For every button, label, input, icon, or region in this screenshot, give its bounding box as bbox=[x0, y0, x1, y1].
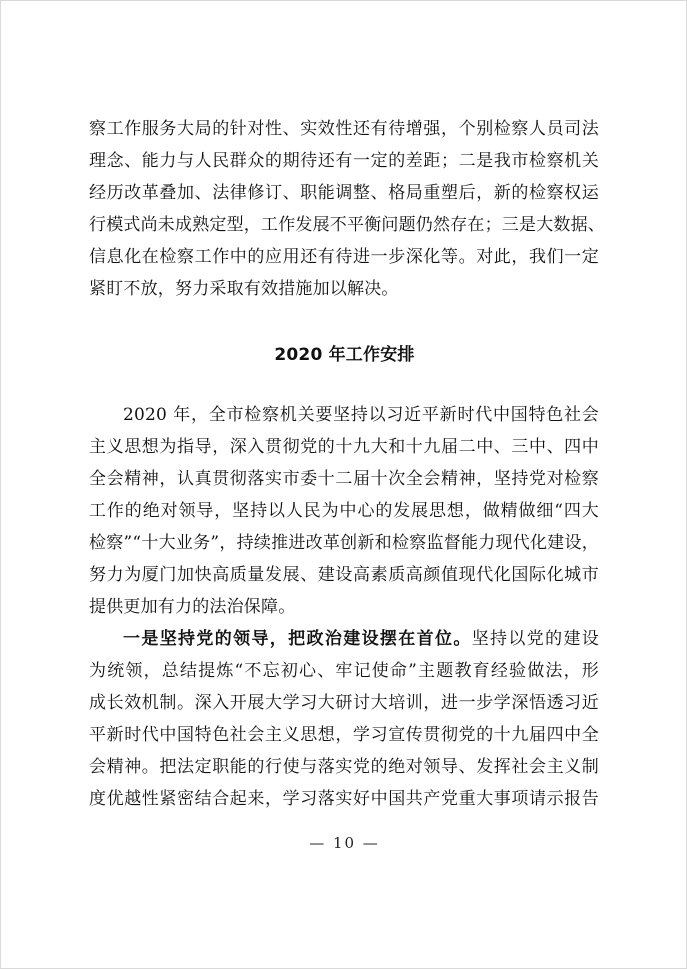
intro-paragraph bbox=[89, 113, 605, 305]
text-line: 2020 年，全市检察机关要坚持以习近平新时代中国特色社会 bbox=[123, 405, 599, 425]
section-body bbox=[89, 399, 599, 815]
text-line: 信息化在检察工作中的应用还有待进一步深化等。对此，我们一定 bbox=[89, 247, 599, 267]
text-line: 度优越性紧密结合起来，学习落实好中国共产党重大事项请示报告 bbox=[89, 789, 599, 809]
text-line: 会精神。把法定职能的行使与落实党的绝对领导、发挥社会主义制 bbox=[89, 757, 599, 777]
text-line: 主义思想为指导，深入贯彻党的十九大和十九届二中、三中、四中 bbox=[89, 437, 599, 457]
text-line: 提供更加有力的法治保障。 bbox=[89, 597, 296, 617]
section-title: 2020 年工作安排 bbox=[274, 345, 415, 365]
text-line: 平新时代中国特色社会主义思想，学习宣传贯彻党的十九届四中全 bbox=[89, 725, 599, 745]
text-line: 检察”“十大业务”，持续推进改革创新和检察监督能力现代化建设， bbox=[89, 533, 599, 553]
text-line: 成长效机制。深入开展大学习大研讨大培训，进一步学深悟透习近 bbox=[89, 693, 599, 713]
text-line: 紧盯不放，努力采取有效措施加以解决。 bbox=[89, 279, 399, 299]
text-line: 行模式尚未成熟定型，工作发展不平衡问题仍然存在；三是大数据、 bbox=[89, 215, 605, 235]
text-line: 全会精神，认真贯彻落实市委十二届十次全会精神，坚持党对检察 bbox=[89, 469, 599, 489]
text-line: 为统领，总结提炼“不忘初心、牢记使命”主题教育经验做法，形 bbox=[89, 661, 599, 681]
text-line: 理念、能力与人民群众的期待还有一定的差距；二是我市检察机关 bbox=[89, 151, 599, 171]
text-line: 经历改革叠加、法律修订、职能调整、格局重塑后，新的检察权运 bbox=[89, 183, 599, 203]
text-line: 察工作服务大局的针对性、实效性还有待增强，个别检察人员司法 bbox=[89, 119, 599, 139]
text-line: 工作的绝对领导，坚持以人民为中心的发展思想，做精做细“四大 bbox=[89, 501, 599, 521]
page-number: — 10 — bbox=[309, 834, 380, 852]
point-one-first-line bbox=[89, 623, 599, 655]
point-one-heading-rest: 坚持以党的建设 bbox=[471, 629, 599, 649]
point-one-heading: 一是坚持党的领导，把政治建设摆在首位。 bbox=[123, 629, 472, 649]
text-line: 努力为厦门加快高质量发展、建设高素质高颜值现代化国际化城市 bbox=[89, 565, 599, 585]
